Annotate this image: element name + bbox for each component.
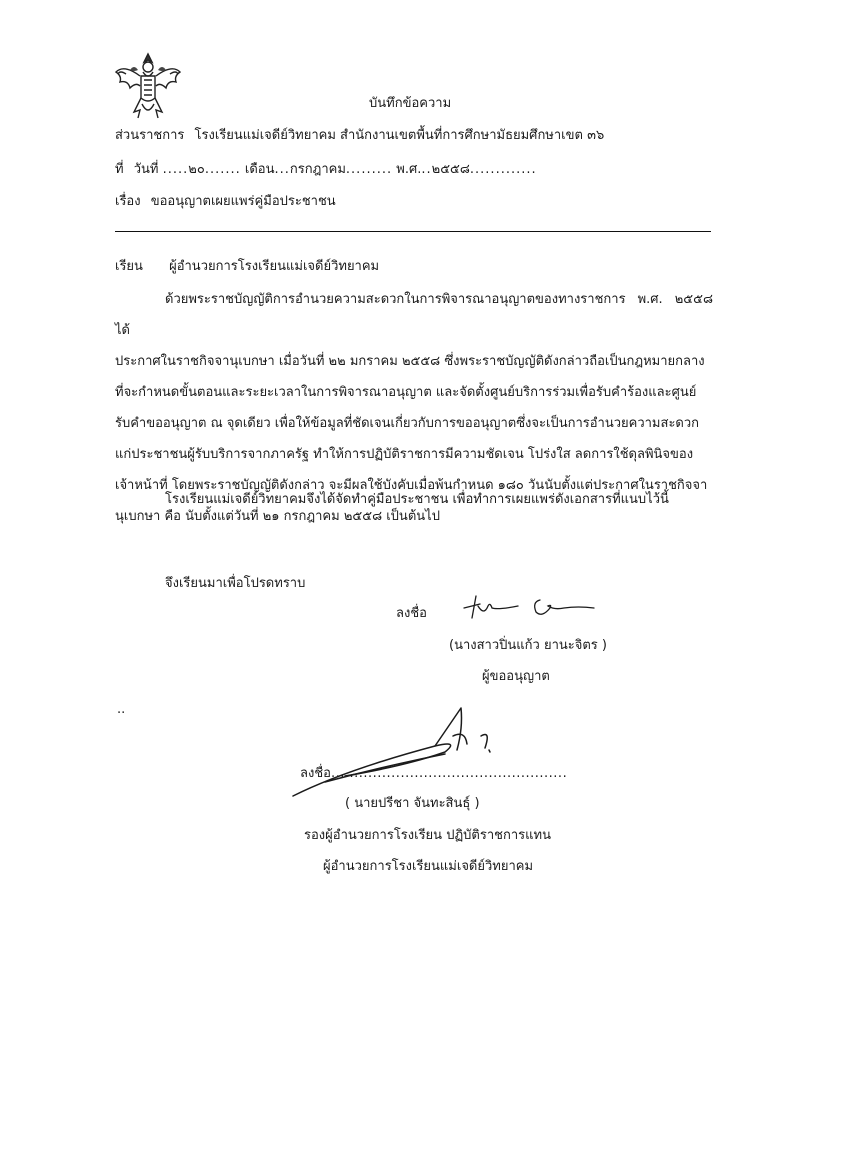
ref-date-line: ที่ วันที่ .....๒๐....... เดือน...กรกฎาคม......... พ.ศ...๒๕๕๘............. xyxy=(115,162,537,177)
sign2-signature xyxy=(285,700,515,805)
to-value: ผู้อำนวยการโรงเรียนแม่เจดีย์วิทยาคม xyxy=(169,259,380,274)
date-day: ๒๐ xyxy=(188,162,205,177)
date-year: ๒๕๕๘ xyxy=(431,162,470,177)
sign2-role-2: ผู้อำนวยการโรงเรียนแม่เจดีย์วิทยาคม xyxy=(323,859,534,874)
body-line: ประกาศในราชกิจจานุเบกษา เมื่อวันที่ ๒๒ มกราคม ๒๕๕๘ ซึ่งพระราชบัญญัติดังกล่าวถือเป็นกฎหมายกลาง xyxy=(115,354,705,369)
agency-value: โรงเรียนแม่เจดีย์วิทยาคม สำนักงานเขตพื้นที่การศึกษามัธยมศึกษาเขต ๓๖ xyxy=(194,128,605,143)
paragraph-2: โรงเรียนแม่เจดีย์วิทยาคมจึงได้จัดทำคู่มือประชาชน เพื่อทำการเผยแพร่ดังเอกสารที่แนบไว้นี้ xyxy=(165,492,669,507)
to-line xyxy=(115,259,379,275)
header-divider xyxy=(115,231,711,232)
body-line: นุเบกษา คือ นับตั้งแต่วันที่ ๒๑ กรกฎาคม ๒๕๕๘ เป็นต้นไป xyxy=(115,509,440,524)
subject-line xyxy=(115,194,336,210)
subject-value: ขออนุญาตเผยแพร่คู่มือประชาชน xyxy=(150,194,336,209)
body-line: ที่จะกำหนดขั้นตอนและระยะเวลาในการพิจารณาอนุญาต และจัดตั้งศูนย์บริการร่วมเพื่อรับคำร้องและศูนย์ xyxy=(115,385,697,400)
to-label: เรียน xyxy=(115,259,143,274)
body-line: เจ้าหน้าที่ โดยพระราชบัญญัติดังกล่าว จะมีผลใช้บังคับเมื่อพ้นกำหนด ๑๘๐ วันนับตั้งแต่ประกาศในราชกิจจา xyxy=(115,478,708,493)
sign2-line: ลงชื่อ................................................... xyxy=(300,766,568,781)
sign1-signature xyxy=(458,588,608,628)
agency-label: ส่วนราชการ xyxy=(115,128,185,143)
closing-line: จึงเรียนมาเพื่อโปรดทราบ xyxy=(165,576,306,591)
month-label: เดือน xyxy=(244,162,275,177)
sign2-role-1: รองผู้อำนวยการโรงเรียน ปฏิบัติราชการแทน xyxy=(304,828,551,843)
year-label: พ.ศ. xyxy=(396,162,422,177)
ref-label: ที่ xyxy=(115,162,124,177)
body-line: แก่ประชาชนผู้รับบริการจากภาครัฐ ทำให้การปฏิบัติราชการมีความชัดเจน โปร่งใส ลดการใช้ดุลพินิจของ xyxy=(115,447,694,462)
date-label: วันที่ xyxy=(133,162,159,177)
body-line: รับคำขออนุญาต ณ จุดเดียว เพื่อให้ข้อมูลที่ชัดเจนเกี่ยวกับการขออนุญาตซึ่งจะเป็นการอำนวยความสะดวก xyxy=(115,416,700,431)
sign2-name: ( นายปรีชา จันทะสินธุ์ ) xyxy=(345,796,480,811)
agency-line xyxy=(115,128,604,144)
sign1-name: (นางสาวปิ่นแก้ว ยานะจิตร ) xyxy=(449,638,607,653)
memo-title: บันทึกข้อความ xyxy=(369,96,452,111)
garuda-emblem-icon xyxy=(110,50,186,122)
sign1-role: ผู้ขออนุญาต xyxy=(482,669,550,684)
sign1-label: ลงชื่อ xyxy=(396,606,427,621)
stray-mark: .. xyxy=(117,702,126,717)
subject-label: เรื่อง xyxy=(115,194,141,209)
body-line: ด้วยพระราชบัญญัติการอำนวยความสะดวกในการพิจารณาอนุญาตของทางราชการ พ.ศ. ๒๕๕๘ ได้ xyxy=(115,292,713,338)
sign2-label: ลงชื่อ xyxy=(300,766,331,781)
date-month: กรกฎาคม xyxy=(289,162,346,177)
